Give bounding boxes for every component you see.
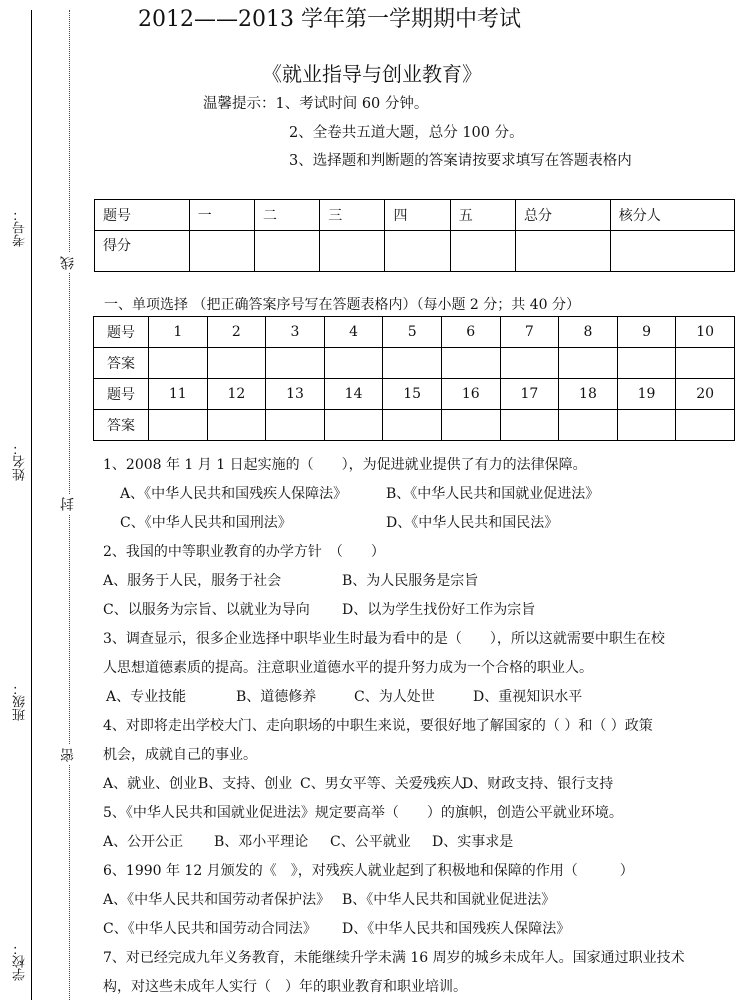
score-header-cell: 三: [320, 200, 385, 231]
answer-cell[interactable]: [559, 410, 618, 441]
option-4a: A、就业、创业: [103, 776, 198, 792]
score-cell[interactable]: [189, 231, 254, 272]
score-cell[interactable]: [320, 231, 385, 272]
score-cell[interactable]: [610, 231, 734, 272]
option-1c: C、《中华人民共和国刑法》: [120, 515, 292, 531]
question-number: 13: [266, 379, 325, 410]
option-5c: C、公平就业: [330, 834, 411, 850]
score-header-cell: 五: [450, 200, 515, 231]
question-number: 7: [500, 317, 559, 348]
score-header-cell: 总分: [515, 200, 610, 231]
option-6b: B、《中华人民共和国就业促进法》: [342, 892, 556, 908]
question-number: 11: [149, 379, 208, 410]
answer-cell[interactable]: [149, 348, 208, 379]
question-4-stem: 4、对即将走出学校大门、走向职场的中职生来说，要很好地了解国家的（ ）和（ ）政策: [103, 718, 653, 734]
question-number: 6: [441, 317, 500, 348]
option-2d: D、以为学生找份好工作为宗旨: [342, 602, 536, 618]
answer-cell[interactable]: [266, 410, 325, 441]
question-number-row: [94, 317, 735, 348]
score-cell[interactable]: [254, 231, 319, 272]
score-row-label: 得分: [95, 231, 190, 272]
question-number: 2: [207, 317, 266, 348]
question-3-stem: 3、调查显示，很多企业选择中职毕业生时最为看中的是（ ），所以这就需要中职生在校: [103, 631, 665, 647]
question-number: 20: [676, 379, 735, 410]
score-header-row: [95, 200, 735, 231]
question-3-stem-cont: 人思想道德素质的提高。注意职业道德水平的提升努力成为一个合格的职业人。: [103, 660, 593, 676]
answer-cell[interactable]: [441, 410, 500, 441]
option-2c: C、以服务为宗旨、以就业为导向: [103, 602, 310, 618]
answer-cell[interactable]: [559, 348, 618, 379]
answer-cell[interactable]: [676, 410, 735, 441]
option-2a: A、服务于人民，服务于社会: [103, 573, 282, 589]
exam-number-label: 考号：: [13, 208, 28, 247]
answer-cell[interactable]: [500, 410, 559, 441]
option-5d: D、实事求是: [432, 834, 514, 850]
question-6-stem: 6、1990 年 12 月颁发的《 》，对残疾人就业起到了积极地和保障的作用（ ）: [103, 863, 634, 879]
score-cell[interactable]: [450, 231, 515, 272]
option-1d: D、《中华人民共和国民法》: [386, 515, 559, 531]
binding-line: [31, 10, 32, 1000]
tip-2: 2、全卷共五道大题，总分 100 分。: [289, 125, 524, 141]
question-number: 1: [149, 317, 208, 348]
answer-cell[interactable]: [324, 348, 383, 379]
question-7-stem-cont: 构，对这些未成年人实行（ ）年的职业教育和职业培训。: [103, 979, 467, 995]
seal-char-close: 密: [61, 745, 75, 765]
question-4-stem-cont: 机会，成就自己的事业。: [103, 747, 257, 763]
score-header-cell: 四: [385, 200, 450, 231]
answer-table: [93, 316, 735, 441]
answer-cell[interactable]: [266, 348, 325, 379]
option-1b: B、《中华人民共和国就业促进法》: [386, 486, 600, 502]
school-label: 学校：: [13, 942, 28, 981]
question-number-row: [94, 379, 735, 410]
option-3b: B、道德修养: [236, 689, 317, 705]
option-5b: B、邓小平理论: [214, 834, 309, 850]
row-label: 答案: [94, 348, 149, 379]
answer-cell[interactable]: [207, 348, 266, 379]
option-6a: A、《中华人民共和国劳动者保护法》: [103, 892, 331, 908]
question-number: 5: [383, 317, 442, 348]
row-label: 题号: [94, 379, 149, 410]
question-number: 15: [383, 379, 442, 410]
option-2b: B、为人民服务是宗旨: [342, 573, 479, 589]
row-label: 题号: [94, 317, 149, 348]
option-3c: C、为人处世: [354, 689, 435, 705]
score-header-cell: 核分人: [610, 200, 734, 231]
tip-1: 1、考试时间 60 分钟。: [275, 96, 429, 112]
question-number: 10: [676, 317, 735, 348]
answer-cell[interactable]: [441, 348, 500, 379]
answer-row: [94, 348, 735, 379]
question-1-stem: 1、2008 年 1 月 1 日起实施的（ ），为促进就业提供了有力的法律保障。: [103, 457, 587, 473]
score-row: [95, 231, 735, 272]
answer-cell[interactable]: [149, 410, 208, 441]
question-number: 9: [617, 317, 676, 348]
option-4c: C、男女平等、关爱残疾人: [300, 776, 465, 792]
answer-cell[interactable]: [383, 410, 442, 441]
answer-cell[interactable]: [500, 348, 559, 379]
option-4b: B、支持、创业: [198, 776, 293, 792]
answer-row: [94, 410, 735, 441]
question-number: 18: [559, 379, 618, 410]
question-number: 8: [559, 317, 618, 348]
question-2-stem: 2、我国的中等职业教育的办学方针 （ ）: [103, 544, 385, 560]
question-number: 4: [324, 317, 383, 348]
score-cell[interactable]: [515, 231, 610, 272]
course-title: 《就业指导与创业教育》: [262, 62, 482, 86]
score-header-cell: 一: [189, 200, 254, 231]
option-6c: C、《中华人民共和国劳动合同法》: [103, 921, 317, 937]
row-label: 答案: [94, 410, 149, 441]
tips-line-1: [203, 92, 428, 113]
question-number: 14: [324, 379, 383, 410]
option-3a: A、专业技能: [106, 689, 187, 705]
question-7-stem: 7、对已经完成九年义务教育，未能继续升学未满 16 周岁的城乡未成年人。国家通过职业技术: [103, 950, 685, 966]
option-3d: D、重视知识水平: [473, 689, 583, 705]
answer-cell[interactable]: [207, 410, 266, 441]
class-label: 班级：: [13, 682, 28, 721]
seal-char-line: 线: [61, 253, 75, 273]
answer-cell[interactable]: [676, 348, 735, 379]
question-number: 12: [207, 379, 266, 410]
option-1a: A、《中华人民共和国残疾人保障法》: [120, 486, 348, 502]
score-header-cell: 二: [254, 200, 319, 231]
option-5a: A、公开公正: [103, 834, 184, 850]
question-number: 19: [617, 379, 676, 410]
score-table: [94, 199, 735, 272]
question-number: 3: [266, 317, 325, 348]
answer-cell[interactable]: [324, 410, 383, 441]
name-label: 姓名：: [13, 442, 28, 481]
section-1-title: 一、单项选择 （把正确答案序号写在答题表格内）（每小题 2 分；共 40 分）: [104, 297, 580, 313]
seal-char-seal: 封: [61, 494, 75, 514]
score-cell[interactable]: [385, 231, 450, 272]
score-header-cell: 题号: [95, 200, 190, 231]
answer-cell[interactable]: [617, 410, 676, 441]
option-6d: D、《中华人民共和国残疾人保障法》: [342, 921, 571, 937]
tip-3: 3、选择题和判断题的答案请按要求填写在答题表格内: [289, 153, 632, 169]
answer-cell[interactable]: [617, 348, 676, 379]
tips-prefix: 温馨提示：: [203, 96, 276, 112]
question-number: 17: [500, 379, 559, 410]
question-5-stem: 5、《中华人民共和国就业促进法》规定要高举（ ）的旗帜，创造公平就业环境。: [103, 805, 623, 821]
option-4d: D、财政支持、银行支持: [462, 776, 614, 792]
question-number: 16: [441, 379, 500, 410]
exam-title: 2012——2013 学年第一学期期中考试: [138, 7, 521, 32]
answer-cell[interactable]: [383, 348, 442, 379]
